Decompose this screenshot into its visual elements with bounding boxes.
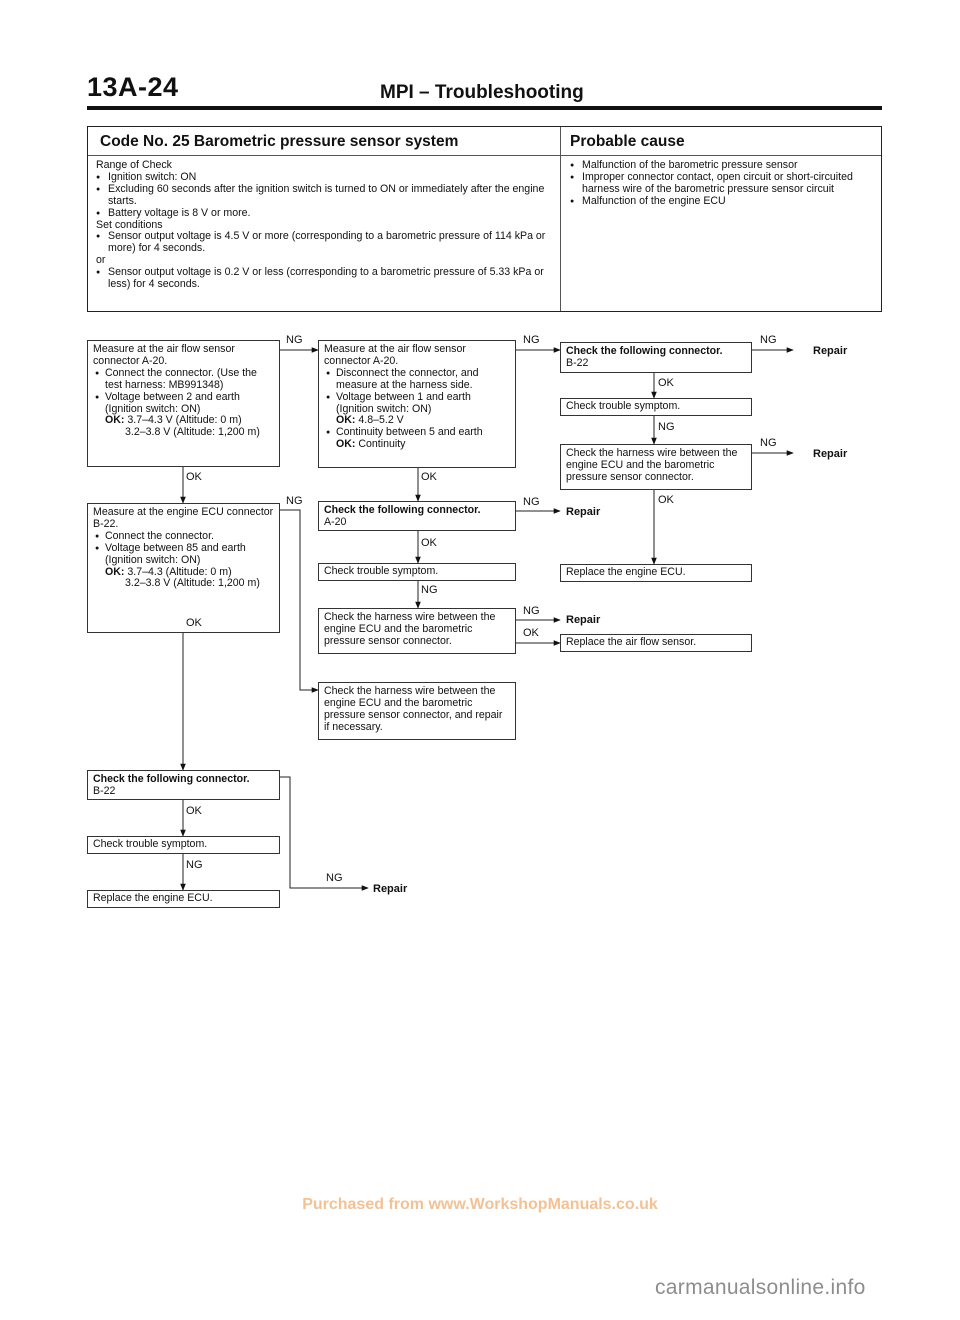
ok-label: OK: bbox=[336, 438, 356, 451]
ok-value: 3.2–3.8 V (Altitude: 1,200 m) bbox=[125, 577, 260, 590]
range-heading: Range of Check bbox=[96, 159, 172, 171]
cause-item: ● Improper connector contact, open circuit or short-circuited harness wire of the barometric pressure sensor circuit bbox=[570, 172, 875, 196]
ok-label: OK: bbox=[105, 414, 125, 427]
step-item: ● Continuity between 5 and earth bbox=[324, 427, 510, 439]
ng-label: NG bbox=[760, 334, 777, 346]
ok-label: OK bbox=[421, 471, 437, 483]
step-sub: B-22 bbox=[566, 356, 589, 369]
ng-label: NG bbox=[286, 334, 303, 346]
set-item: ● Sensor output voltage is 0.2 V or less (corresponding to a barometric pressure of 5.33 kPa or less) for 4 seconds. bbox=[96, 267, 551, 291]
range-item: ● Excluding 60 seconds after the ignition switch is turned to ON or immediately after the engine starts. bbox=[96, 184, 551, 208]
page-number: 13A-24 bbox=[87, 72, 179, 102]
step-check-symptom bbox=[318, 563, 516, 581]
ok-value: 3.7–4.3 V (Altitude: 0 m) bbox=[127, 414, 242, 427]
or-text: or bbox=[96, 254, 106, 267]
page-title: MPI – Troubleshooting bbox=[380, 82, 584, 103]
step-sub: A-20 bbox=[324, 515, 347, 528]
probable-cause-heading: Probable cause bbox=[570, 133, 685, 150]
repair-label: Repair bbox=[813, 345, 848, 357]
step-text: Check the harness wire between the engine ECU and the barometric pressure sensor connector. bbox=[566, 447, 738, 483]
step-condition: (Ignition switch: ON) bbox=[105, 402, 201, 415]
repair-label: Repair bbox=[373, 883, 408, 895]
step-text: Replace the air flow sensor. bbox=[566, 636, 697, 648]
ng-label: NG bbox=[658, 421, 675, 433]
step-lead: Measure at the air flow sensor connector A-20. bbox=[93, 343, 235, 367]
step-check-connector-a20 bbox=[318, 501, 516, 531]
ng-label: NG bbox=[421, 584, 438, 596]
ok-label: OK: bbox=[105, 565, 125, 578]
step-text: Replace the engine ECU. bbox=[566, 566, 686, 578]
step-item: ● Connect the connector. (Use the test harness: MB991348) bbox=[93, 368, 274, 392]
step-sub: B-22 bbox=[93, 784, 116, 797]
ok-label: OK bbox=[421, 537, 437, 549]
step-condition: (Ignition switch: ON) bbox=[105, 553, 201, 566]
ok-label: OK bbox=[186, 805, 202, 817]
step-title: Check the following connector. bbox=[93, 773, 250, 785]
ng-label: NG bbox=[523, 496, 540, 508]
step-item: ● Voltage between 85 and earth bbox=[93, 543, 274, 555]
range-item: ● Battery voltage is 8 V or more. bbox=[96, 208, 551, 220]
step-measure-airflow-sensor bbox=[87, 340, 280, 467]
step-item: ● Disconnect the connector, and measure at the harness side. bbox=[324, 368, 510, 392]
step-replace-airflow-sensor bbox=[560, 634, 752, 652]
ok-value: 3.7–4.3 (Altitude: 0 m) bbox=[127, 565, 232, 578]
step-measure-ecu-connector bbox=[87, 503, 280, 633]
step-check-harness bbox=[560, 444, 752, 490]
step-condition: (Ignition switch: ON) bbox=[336, 402, 432, 415]
ok-label: OK bbox=[186, 617, 202, 629]
step-text: Check trouble symptom. bbox=[324, 565, 439, 577]
step-check-connector-b22 bbox=[87, 770, 280, 800]
repair-label: Repair bbox=[813, 448, 848, 460]
step-replace-ecu bbox=[560, 564, 752, 582]
cause-item: ● Malfunction of the barometric pressure sensor bbox=[570, 160, 875, 172]
step-check-harness-repair bbox=[318, 682, 516, 740]
ok-label: OK bbox=[658, 377, 674, 389]
step-text: Replace the engine ECU. bbox=[93, 892, 213, 904]
code-title: Code No. 25 Barometric pressure sensor system bbox=[100, 133, 459, 150]
step-title: Check the following connector. bbox=[566, 345, 723, 357]
step-text: Check trouble symptom. bbox=[566, 400, 681, 412]
ng-label: NG bbox=[523, 334, 540, 346]
step-item: ● Connect the connector. bbox=[93, 531, 274, 543]
step-check-symptom bbox=[560, 398, 752, 416]
step-measure-airflow-harness bbox=[318, 340, 516, 468]
set-item: ● Sensor output voltage is 4.5 V or more (corresponding to a barometric pressure of 114 kPa or more) for 4 seconds. bbox=[96, 231, 551, 255]
ng-label: NG bbox=[186, 859, 203, 871]
step-text: Check trouble symptom. bbox=[93, 838, 208, 850]
step-check-connector-b22 bbox=[560, 342, 752, 373]
repair-label: Repair bbox=[566, 506, 601, 518]
step-check-symptom bbox=[87, 836, 280, 854]
cause-item: ● Malfunction of the engine ECU bbox=[570, 196, 875, 208]
step-item: ● Voltage between 1 and earth bbox=[324, 392, 510, 404]
ng-label: NG bbox=[523, 605, 540, 617]
ok-value: 4.8–5.2 V bbox=[358, 414, 404, 427]
step-text: Check the harness wire between the engine ECU and the barometric pressure sensor connector, and repair if necessary. bbox=[324, 685, 503, 733]
ok-label: OK bbox=[658, 494, 674, 506]
ok-label: OK bbox=[186, 471, 202, 483]
watermark: carmanualsonline.info bbox=[655, 1276, 866, 1299]
step-item: ● Voltage between 2 and earth bbox=[93, 392, 274, 404]
step-replace-ecu bbox=[87, 890, 280, 908]
set-heading: Set conditions bbox=[96, 218, 163, 231]
step-title: Check the following connector. bbox=[324, 504, 481, 516]
step-check-harness bbox=[318, 608, 516, 654]
ng-label: NG bbox=[286, 495, 303, 507]
ok-value: 3.2–3.8 V (Altitude: 1,200 m) bbox=[125, 426, 260, 439]
ng-label: NG bbox=[326, 872, 343, 884]
step-lead: Measure at the air flow sensor connector A-20. bbox=[324, 343, 466, 367]
step-lead: Measure at the engine ECU connector B-22. bbox=[93, 506, 274, 530]
step-text: Check the harness wire between the engine ECU and the barometric pressure sensor connector. bbox=[324, 611, 496, 647]
repair-label: Repair bbox=[566, 614, 601, 626]
ok-label: OK bbox=[523, 627, 539, 639]
ng-label: NG bbox=[760, 437, 777, 449]
range-item: ● Ignition switch: ON bbox=[96, 172, 551, 184]
purchase-notice: Purchased from www.WorkshopManuals.co.uk bbox=[302, 1196, 658, 1213]
ok-value: Continuity bbox=[358, 438, 406, 451]
ok-label: OK: bbox=[336, 414, 356, 427]
